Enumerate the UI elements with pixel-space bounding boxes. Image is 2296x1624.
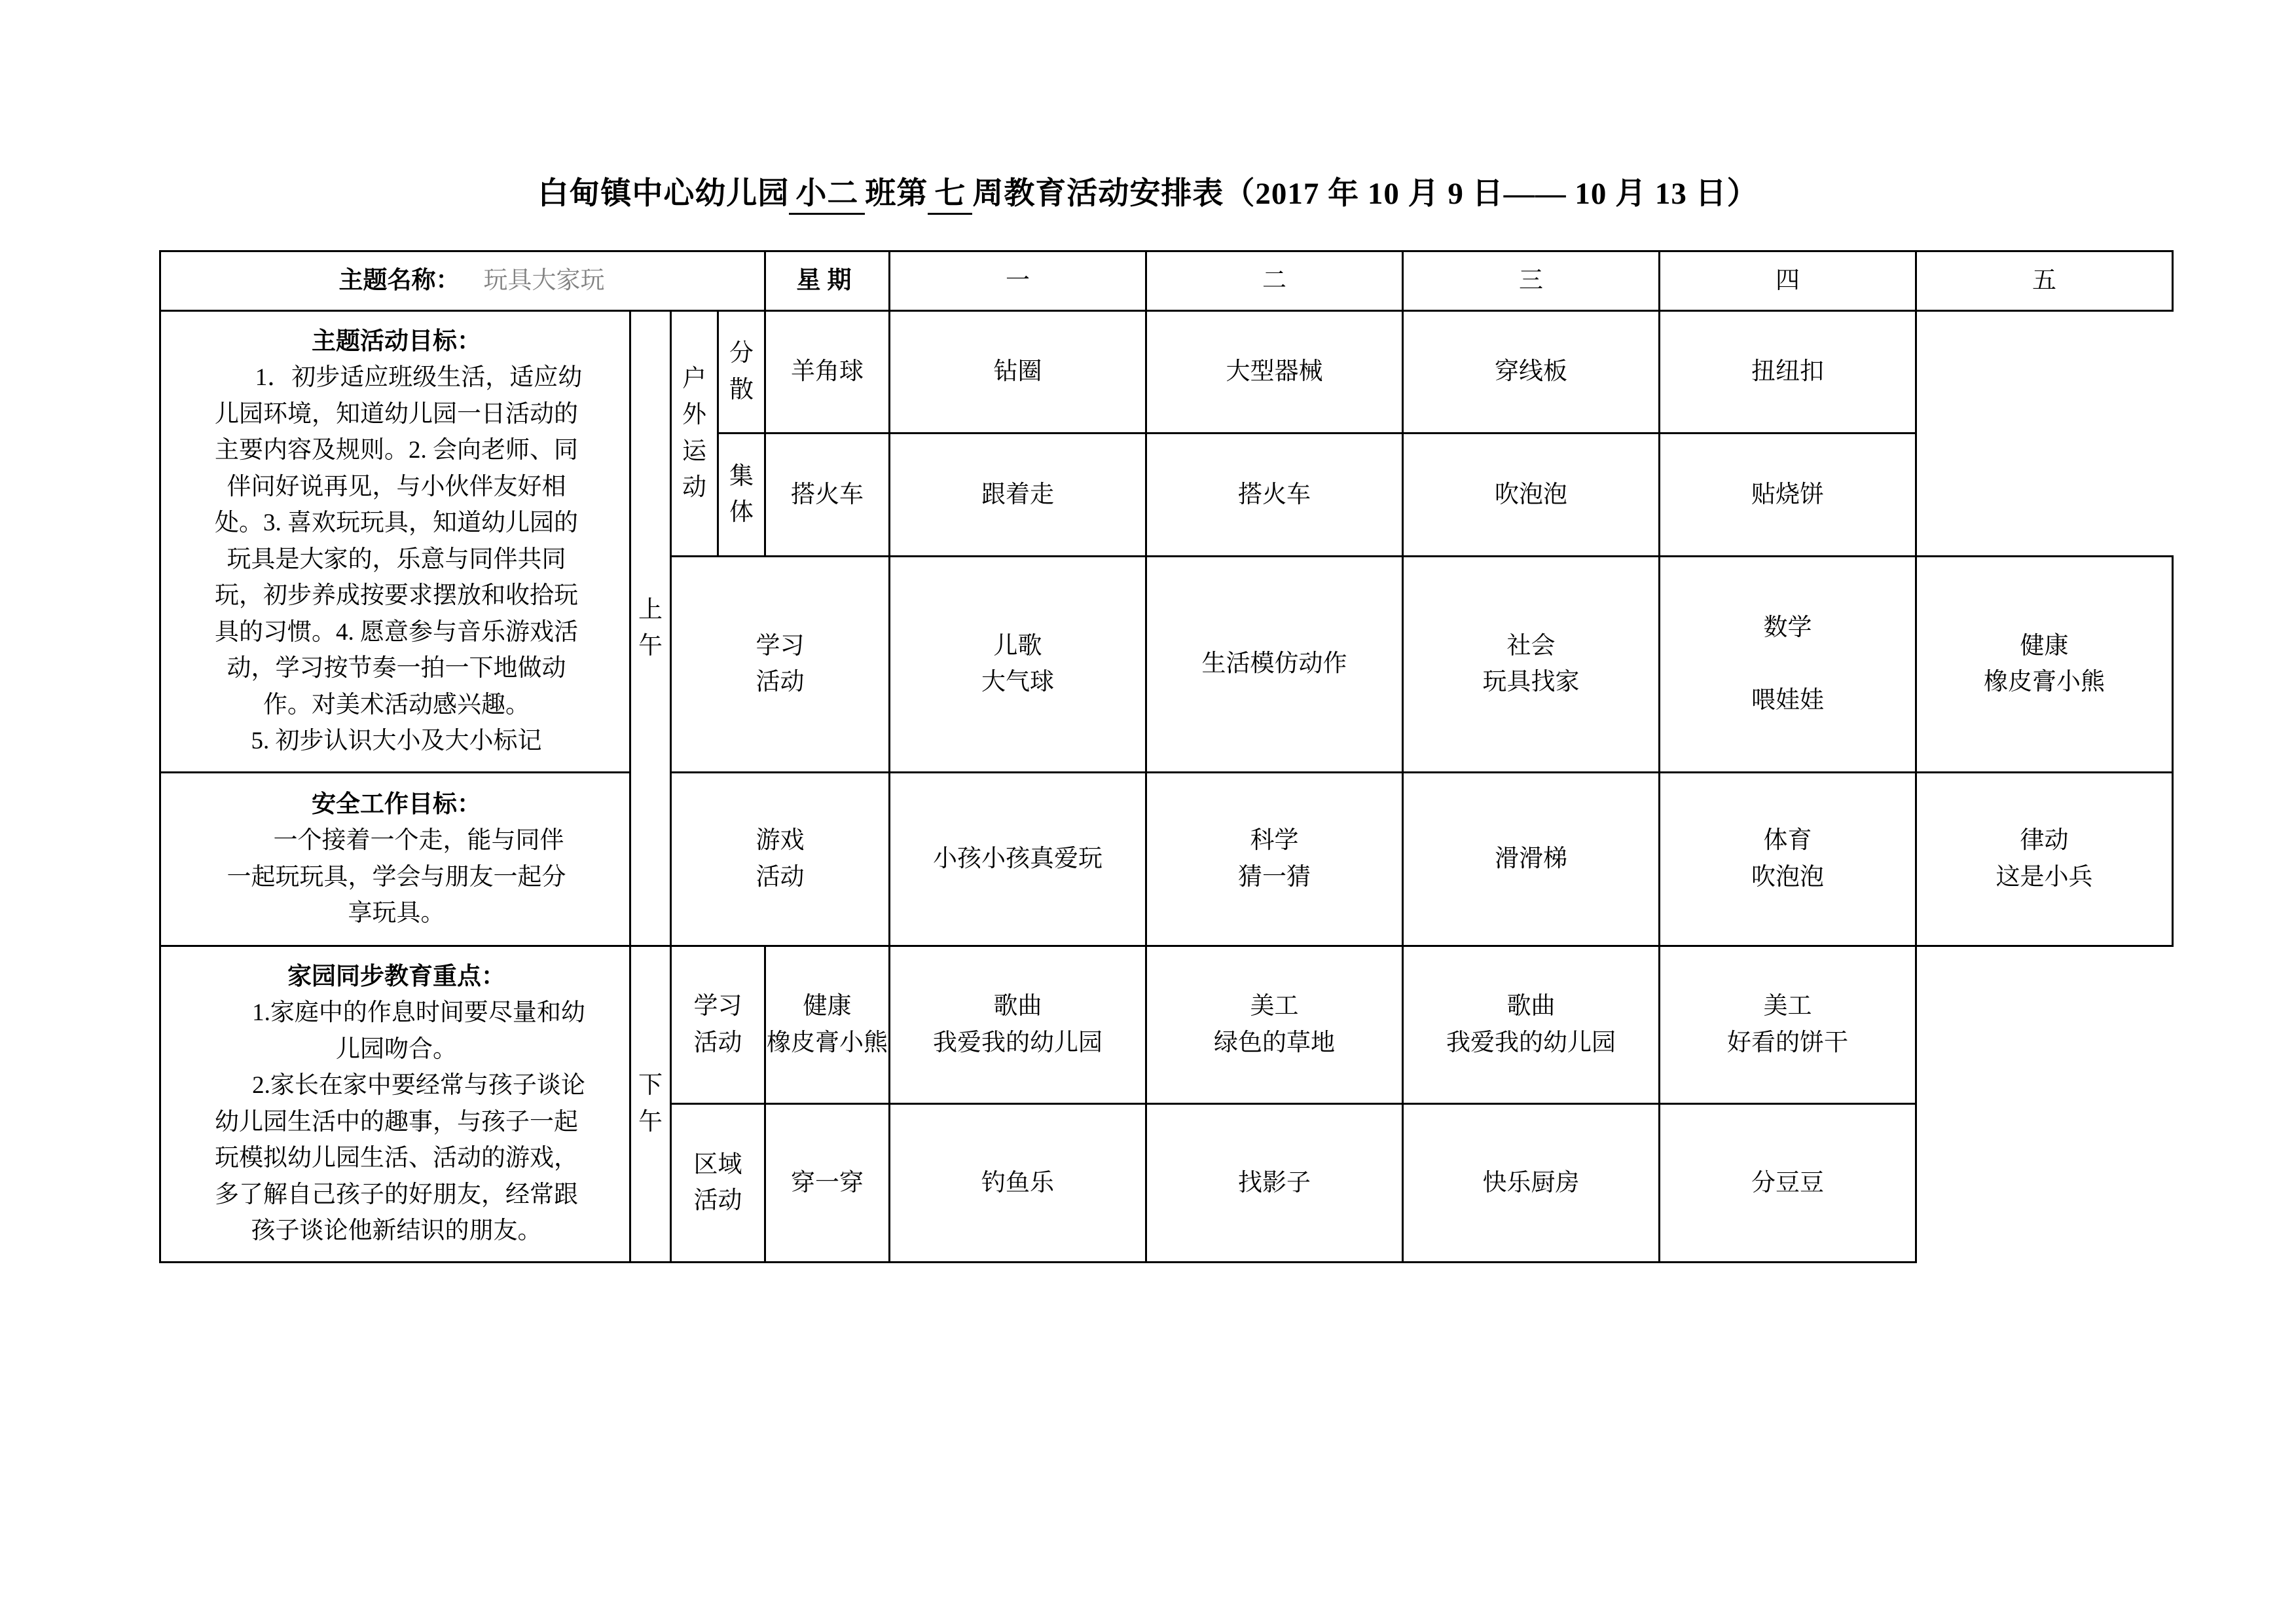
cell-line [1660,646,1915,682]
group-char-2: 体 [729,499,754,526]
table-row [160,310,2173,434]
afternoon-study-label-2: 活动 [693,1029,742,1056]
theme-goals-line: 玩具是大家的，乐意与同伴共同 [227,545,566,573]
cell-area-wed: 找影子 [1146,1104,1403,1263]
cell-line: 体育 [1763,827,1812,854]
cell-scattered-fri: 扭纽扣 [1660,310,1916,434]
outdoor-char-2: 外 [682,401,706,428]
afternoon-study-label-1: 学习 [693,993,742,1020]
home-school-line: 幼儿园生活中的趣事，与孩子一起 [215,1108,578,1135]
theme-goals-line: 5. 初步认识大小及大小标记 [251,728,542,754]
morning-study-label-1: 学习 [756,632,805,659]
cell-line: 这是小兵 [1995,863,2093,891]
week-header-cell: 星期 [765,251,890,311]
game-activity-label-1: 游戏 [756,827,805,854]
cell-afternoon-study-tue [890,946,1146,1104]
cell-line: 吹泡泡 [1751,863,1824,891]
title-part-1: 白甸镇中心幼儿园 [538,177,790,211]
cell-group-tue: 跟着走 [890,434,1146,557]
area-activity-label-2: 活动 [693,1187,742,1215]
title-part-3: 周教育活动安排表（2017 年 10 月 9 日—— 10 月 13 日） [972,177,1758,211]
group-char-1: 集 [729,462,754,490]
safety-goals-line: 享玩具。 [348,900,445,927]
cell-line: 绿色的草地 [1214,1029,1335,1056]
cell-line: 我爱我的幼儿园 [933,1029,1102,1056]
page-title [0,169,2296,215]
cell-line: 数学 [1763,614,1812,641]
afternoon-study-label-cell [671,946,765,1104]
cell-scattered-mon: 羊角球 [765,310,890,434]
morning-char-1: 上 [638,596,663,623]
cell-game-mon [890,772,1146,946]
cell-line: 儿歌 [993,632,1042,659]
theme-goals-line: 玩，初步养成按要求摆放和收拾玩 [215,582,578,609]
title-part-2: 班第 [865,177,928,211]
cell-line: 滑滑梯 [1495,845,1567,872]
cell-line: 健康 [2020,632,2069,659]
safety-goals-line: 一个接着一个走，能与同伴 [273,827,564,854]
morning-study-label-2: 活动 [756,669,805,695]
home-school-title: 家园同步教育重点： [287,963,505,990]
day-header-1: 一 [890,251,1146,311]
theme-goals-cell [160,310,630,772]
theme-label: 主题名称： [338,267,460,294]
theme-goals-line: 儿园环境，知道幼儿园一日活动的 [215,400,578,428]
cell-line: 歌曲 [1506,993,1556,1020]
cell-game-wed [1403,772,1660,946]
title-week-blank: 七 [928,169,972,215]
cell-morning-study-wed [1403,556,1660,772]
cell-line: 美工 [1763,993,1812,1020]
home-school-line: 1.家庭中的作息时间要尽量和幼 [252,999,585,1026]
cell-afternoon-study-thu [1403,946,1660,1104]
scattered-char-2: 散 [729,376,754,403]
cell-line: 美工 [1250,993,1299,1020]
cell-morning-study-fri [1916,556,2173,772]
cell-game-fri [1916,772,2173,946]
cell-afternoon-study-fri [1660,946,1916,1104]
safety-goals-cell [160,772,630,946]
cell-line: 生活模仿动作 [1201,650,1347,678]
table-row [160,946,2173,1104]
home-school-line: 玩模拟幼儿园生活、活动的游戏， [215,1145,578,1172]
theme-name-cell [160,251,765,311]
table-header-row [160,251,2173,311]
cell-area-mon: 穿一穿 [765,1104,890,1263]
cell-group-mon: 搭火车 [765,434,890,557]
cell-morning-study-tue [1146,556,1403,772]
cell-scattered-wed: 大型器械 [1146,310,1403,434]
theme-goals-line: 1．初步适应班级生活，适应幼 [255,364,583,391]
home-school-line: 儿园吻合。 [336,1035,457,1063]
cell-game-tue [1146,772,1403,946]
cell-morning-study-thu [1660,556,1916,772]
outdoor-char-1: 户 [682,365,706,392]
home-school-line: 孩子谈论他新结识的朋友。 [251,1217,542,1244]
scattered-label-cell [718,310,765,434]
cell-area-fri: 分豆豆 [1660,1104,1916,1263]
day-header-4: 四 [1660,251,1916,311]
cell-line: 好看的饼干 [1727,1029,1848,1056]
cell-scattered-thu: 穿线板 [1403,310,1660,434]
cell-group-fri: 贴烧饼 [1660,434,1916,557]
theme-goals-line: 处。3. 喜欢玩玩具，知道幼儿园的 [215,509,578,536]
theme-goals-line: 伴问好说再见，与小伙伴友好相 [227,473,566,500]
safety-goals-title: 安全工作目标： [312,790,481,818]
theme-value: 玩具大家玩 [483,267,605,294]
cell-line: 律动 [2020,827,2069,854]
home-school-cell [160,946,630,1262]
cell-line: 歌曲 [993,993,1042,1020]
area-activity-label-cell [671,1104,765,1263]
afternoon-char-2: 午 [638,1108,663,1135]
morning-char-2: 午 [638,633,663,659]
cell-scattered-tue: 钻圈 [890,310,1146,434]
cell-game-thu [1660,772,1916,946]
cell-line: 社会 [1506,632,1556,659]
cell-line: 橡皮膏小熊 [767,1029,888,1056]
cell-line: 大气球 [981,669,1054,695]
cell-afternoon-study-wed [1146,946,1403,1104]
game-activity-label-2: 活动 [756,863,805,891]
theme-goals-line: 具的习惯。4. 愿意参与音乐游戏活 [215,618,578,646]
scattered-char-1: 分 [729,340,754,367]
weekly-schedule-table [159,250,2174,1263]
area-activity-label-1: 区域 [693,1151,742,1178]
cell-line: 我爱我的幼儿园 [1446,1029,1616,1056]
cell-line: 小孩小孩真爱玩 [933,845,1102,872]
cell-line: 猜一猜 [1238,863,1311,891]
outdoor-label-cell [671,310,718,556]
afternoon-label-cell [630,946,671,1262]
home-school-line: 多了解自己孩子的好朋友，经常跟 [215,1181,578,1208]
cell-line: 科学 [1250,827,1299,854]
table-row [160,772,2173,946]
group-label-cell [718,434,765,557]
day-header-3: 三 [1403,251,1660,311]
cell-morning-study-mon [890,556,1146,772]
cell-afternoon-study-mon [765,946,890,1104]
morning-label-cell [630,310,671,946]
safety-goals-line: 一起玩玩具，学会与朋友一起分 [227,863,566,891]
home-school-line: 2.家长在家中要经常与孩子谈论 [252,1072,585,1099]
theme-goals-line: 动，学习按节奏一拍一下地做动 [227,655,566,682]
outdoor-char-3: 运 [682,437,706,465]
theme-goals-title: 主题活动目标： [312,327,481,355]
day-header-5: 五 [1916,251,2173,311]
cell-group-thu: 吹泡泡 [1403,434,1660,557]
day-header-2: 二 [1146,251,1403,311]
cell-line: 玩具找家 [1482,669,1580,695]
cell-line: 橡皮膏小熊 [1984,669,2105,695]
cell-line: 健康 [803,993,852,1020]
cell-line: 喂娃娃 [1751,686,1824,714]
theme-goals-line: 主要内容及规则。2. 会向老师、同 [215,437,578,464]
theme-goals-line: 作。对美术活动感兴趣。 [263,691,530,718]
outdoor-char-4: 动 [682,474,706,501]
cell-area-tue: 钓鱼乐 [890,1104,1146,1263]
afternoon-char-1: 下 [638,1072,663,1099]
game-activity-label-cell [671,772,890,946]
title-class-blank: 小二 [789,169,865,215]
cell-area-thu: 快乐厨房 [1403,1104,1660,1263]
morning-study-label-cell [671,556,890,772]
cell-group-wed: 搭火车 [1146,434,1403,557]
